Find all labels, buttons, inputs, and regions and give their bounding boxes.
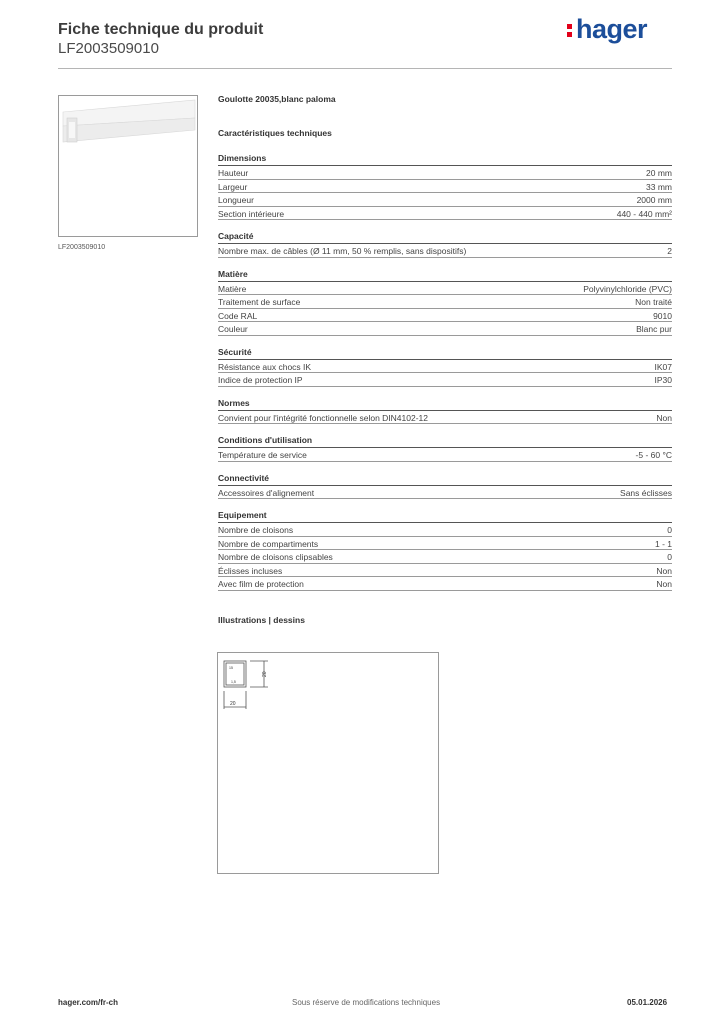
header-divider [58,68,672,69]
brand-logo [567,14,647,45]
spec-group-capacite [218,230,672,258]
product-reference: LF2003509010 [58,40,159,57]
group-title: Capacité [218,230,672,244]
group-title: Conditions d'utilisation [218,434,672,448]
dim-width-label: 20 [230,701,236,707]
spec-column [218,94,672,625]
spec-row: Section intérieure 440 - 440 mm² [218,208,672,219]
spec-row: Nombre de cloisons 0 [218,525,672,535]
spec-row: Traitement de surface Non traité [218,297,672,307]
dim-height-label: 20 [262,671,268,677]
footer-website[interactable]: hager.com/fr-ch [58,998,119,1007]
dim-small-a-label: 15 [229,666,233,670]
spec-group-conditions [218,434,672,462]
spec-group-connectivite [218,472,672,500]
footer-disclaimer: Sous réserve de modifications techniques [292,998,441,1007]
spec-row: Nombre de compartiments 1 - 1 [218,538,672,549]
group-title: Matière [218,268,672,282]
spec-row: Éclisses incluses Non [218,565,672,576]
spec-row: Longueur 2000 mm [218,195,672,205]
footer-date: 05.01.2026 [627,998,668,1007]
logo-dots-icon [567,19,574,39]
spec-row: Avec film de protection Non [218,579,672,589]
page-title: Fiche technique du produit [58,21,264,38]
spec-group-dimensions [218,152,672,220]
spec-row: Température de service -5 - 60 °C [218,450,672,460]
spec-row: Résistance aux chocs IK IK07 [218,361,672,372]
spec-heading: Caractéristiques techniques [218,128,332,138]
group-title: Dimensions [218,152,672,166]
spec-row: Hauteur 20 mm [218,168,672,178]
spec-row: Largeur 33 mm [218,181,672,192]
spec-row: Couleur Blanc pur [218,324,672,334]
group-title: Connectivité [218,472,672,486]
group-title: Normes [218,397,672,411]
logo-text: hager [576,14,648,44]
spec-row: Indice de protection IP IP30 [218,375,672,385]
spec-row: Nombre de cloisons clipsables 0 [218,552,672,562]
spec-row: Matière Polyvinylchloride (PVC) [218,283,672,294]
spec-row: Convient pour l'intégrité fonctionnelle selon DIN4102-12 Non [218,412,672,423]
group-title: Equipement [218,509,672,523]
group-title: Sécurité [218,346,672,360]
spec-row: Code RAL 9010 [218,310,672,321]
spec-group-equipement [218,509,672,591]
spec-group-matiere [218,268,672,336]
product-name: Goulotte 20035,blanc paloma [218,94,336,104]
illustrations-heading: Illustrations | dessins [218,614,305,625]
technical-drawing [217,652,439,874]
image-caption: LF2003509010 [58,244,106,251]
spec-row: Nombre max. de câbles (Ø 11 mm, 50 % remplis, sans dispositifs) 2 [218,246,672,256]
spec-row: Accessoires d'alignement Sans éclisses [218,487,672,498]
spec-group-securite [218,346,672,387]
product-image [58,95,198,237]
dim-small-b-label: 1,5 [231,680,236,684]
spec-group-normes [218,397,672,425]
